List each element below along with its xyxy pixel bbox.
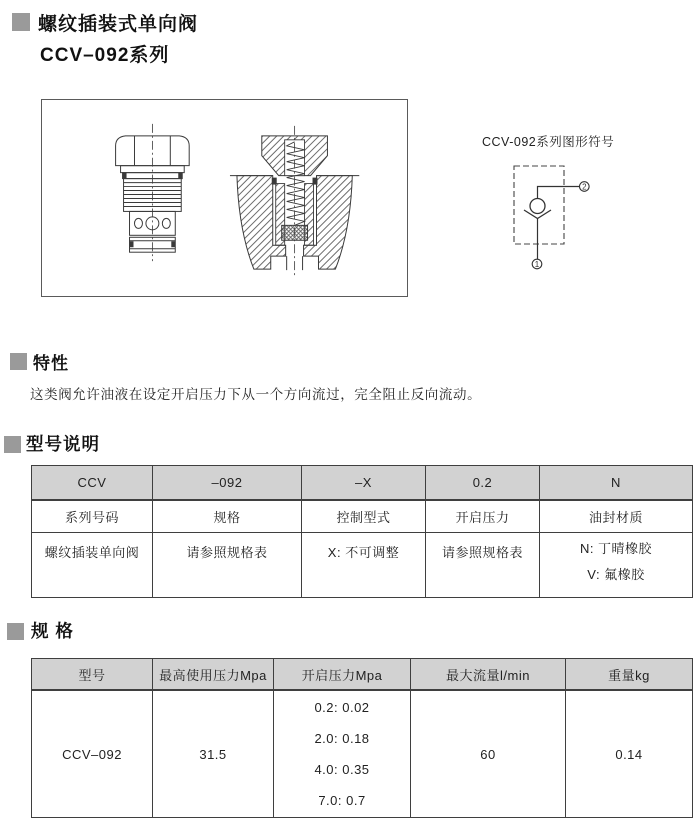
page-title: 螺纹插装式单向阀 xyxy=(38,14,199,35)
model-header-cell: 0.2 xyxy=(426,466,540,501)
table-row xyxy=(32,466,693,501)
spec-max-pressure-cell: 31.5 xyxy=(153,690,274,818)
section-bullet xyxy=(10,353,27,370)
spec-header-cell: 型号 xyxy=(32,659,153,691)
model-code-table xyxy=(31,465,693,598)
spec-model-cell: CCV–092 xyxy=(32,690,153,818)
model-value-cell: X: 不可调整 xyxy=(302,533,426,598)
spec-weight-cell: 0.14 xyxy=(566,690,693,818)
table-row xyxy=(32,500,693,533)
model-value-cell: 请参照规格表 xyxy=(153,533,302,598)
model-label-cell: 系列号码 xyxy=(32,500,153,533)
check-valve-symbol xyxy=(495,150,615,275)
model-label-cell: 开启压力 xyxy=(426,500,540,533)
port-2-marker xyxy=(580,182,590,192)
table-row xyxy=(32,690,693,818)
valve-side-view-drawing xyxy=(116,124,190,261)
spec-table xyxy=(31,658,693,818)
table-row xyxy=(32,533,693,598)
svg-text:2: 2 xyxy=(582,182,587,192)
model-label-cell: 控制型式 xyxy=(302,500,426,533)
spec-opening-pressure-cell: 0.2: 0.02 2.0: 0.18 4.0: 0.35 7.0: 0.7 xyxy=(274,690,411,818)
valve-drawings xyxy=(42,100,407,296)
valve-cross-section-drawing xyxy=(230,126,359,277)
model-label-cell: 规格 xyxy=(153,500,302,533)
spec-header-cell: 最高使用压力Mpa xyxy=(153,659,274,691)
svg-text:1: 1 xyxy=(534,259,540,269)
model-header-cell: –X xyxy=(302,466,426,501)
spec-header-cell: 重量kg xyxy=(566,659,693,691)
port-1-marker xyxy=(532,259,542,269)
spec-section-title: 规 格 xyxy=(31,621,74,641)
check-valve-ball xyxy=(530,199,545,214)
model-value-cell: 螺纹插装单向阀 xyxy=(32,533,153,598)
symbol-label: CCV-092系列图形符号 xyxy=(482,135,615,149)
model-header-cell: –092 xyxy=(153,466,302,501)
section-bullet xyxy=(12,13,30,31)
spec-header-cell: 开启压力Mpa xyxy=(274,659,411,691)
model-value-cell: N: 丁晴橡胶 V: 氟橡胶 xyxy=(540,533,693,598)
section-bullet xyxy=(7,623,24,640)
table-row xyxy=(32,659,693,691)
features-text: 这类阀允许油液在设定开启压力下从一个方向流过，完全阻止反向流动。 xyxy=(30,387,482,402)
model-value-cell: 请参照规格表 xyxy=(426,533,540,598)
model-header-cell: CCV xyxy=(32,466,153,501)
spec-header-cell: 最大流量l/min xyxy=(411,659,566,691)
model-section-title: 型号说明 xyxy=(26,434,100,454)
features-section-title: 特性 xyxy=(33,354,69,373)
model-header-cell: N xyxy=(540,466,693,501)
section-bullet xyxy=(4,436,21,453)
spec-max-flow-cell: 60 xyxy=(411,690,566,818)
page-subtitle: CCV–092系列 xyxy=(40,45,170,66)
technical-drawing-box xyxy=(41,99,408,297)
model-label-cell: 油封材质 xyxy=(540,500,693,533)
